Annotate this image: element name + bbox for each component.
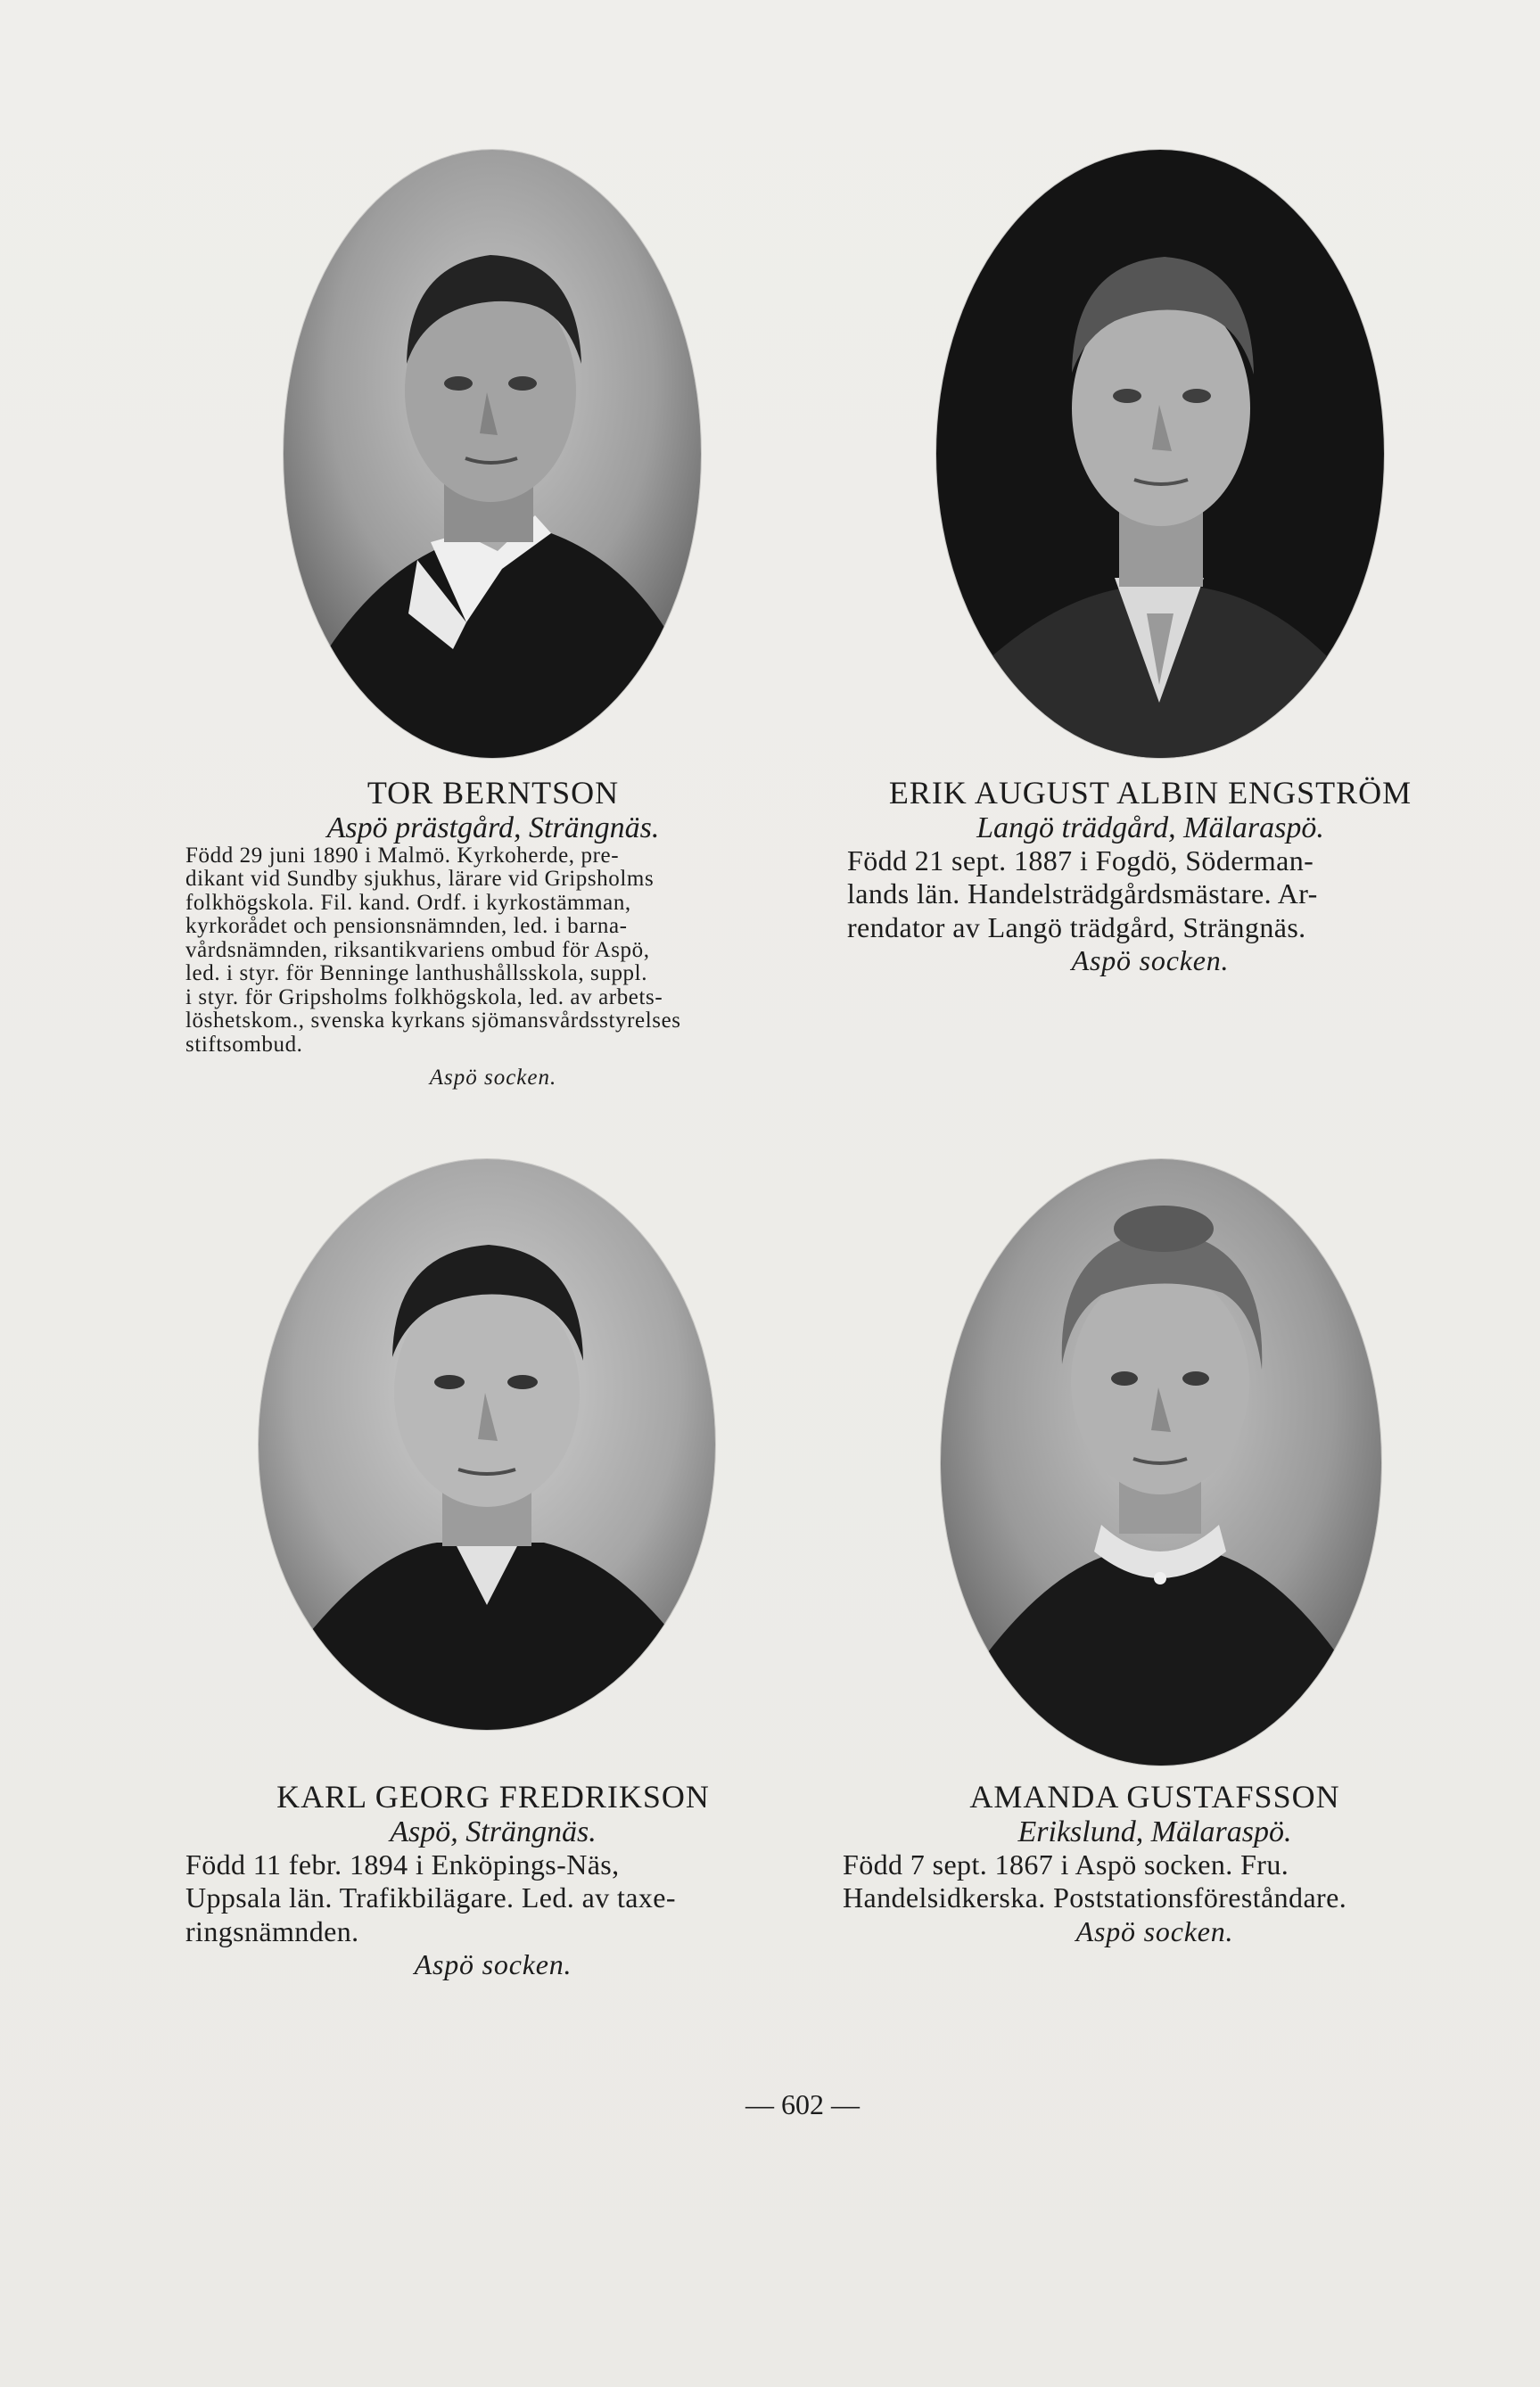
entry-amanda-gustafsson (843, 1780, 1467, 1948)
portrait-photo-amanda-gustafsson (941, 1159, 1381, 1766)
entry-place: Aspö, Strängnäs. (390, 1815, 597, 1848)
portrait-photo-erik-engstrom (936, 150, 1384, 758)
entry-bio: Född 29 juni 1890 i Malmö. Kyrkoherde, pre- dikant vid Sundby sjukhus, lärare vid Gripsholms folkhögskola. Fil. kand. Ordf. i kyrkostämman, kyrkorådet och pensionsnämnden, led. i barna- vårdsnämnden, riksantikvariens ombud för Aspö, led. i styr. för Benninge lanthushållsskola, suppl. i styr. för Gripsholms folkhögskola, led. av arbets- löshetskom., svenska kyrkans sjömansvårdsstyrelses stiftsombud. (185, 843, 681, 1057)
entry-bio: Född 7 sept. 1867 i Aspö socken. Fru. Handelsidkerska. Poststationsföreståndare. (843, 1848, 1347, 1914)
portrait-photo-karl-fredrikson (259, 1159, 715, 1730)
entry-erik-engstrom (847, 776, 1454, 977)
entry-parish: Aspö socken. (429, 1066, 557, 1091)
entry-place: Erikslund, Mälaraspö. (1017, 1815, 1292, 1848)
entry-parish: Aspö socken. (1075, 1914, 1234, 1947)
portrait-man-icon (936, 150, 1384, 758)
entry-name: KARL GEORG FREDRIKSON (276, 1779, 710, 1815)
entry-name: AMANDA GUSTAFSSON (969, 1779, 1340, 1815)
entry-tor-berntson (185, 776, 801, 1091)
entry-bio: Född 11 febr. 1894 i Enköpings-Näs, Uppsala län. Trafikbilägare. Led. av taxe- ringsnämnden. (185, 1848, 676, 1947)
portrait-man-icon (259, 1159, 715, 1730)
entry-bio: Född 21 sept. 1887 i Fogdö, Söderman- lands län. Handelsträdgårdsmästare. Ar- rendator av Langö trädgård, Strängnäs. (847, 844, 1318, 943)
entry-parish: Aspö socken. (414, 1948, 572, 1981)
entry-parish: Aspö socken. (1071, 944, 1230, 977)
portrait-photo-tor-berntson (284, 150, 701, 758)
portrait-clergyman-icon (284, 150, 701, 758)
portrait-woman-icon (941, 1159, 1381, 1766)
entry-place: Aspö prästgård, Strängnäs. (326, 811, 660, 844)
entry-place: Langö trädgård, Mälaraspö. (976, 811, 1324, 844)
entry-name: TOR BERNTSON (366, 775, 620, 811)
entry-karl-fredrikson (185, 1780, 801, 1981)
page-number: — 602 — (745, 2088, 860, 2120)
entry-name: ERIK AUGUST ALBIN ENGSTRÖM (888, 775, 1412, 811)
